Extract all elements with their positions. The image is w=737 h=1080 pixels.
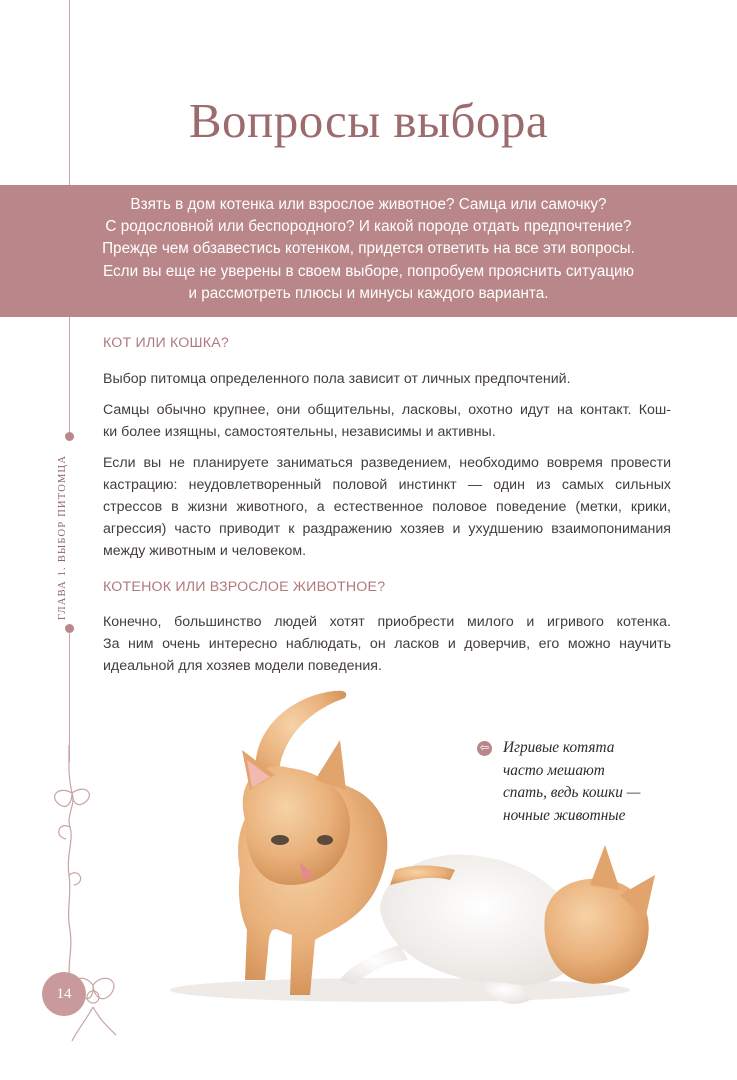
text-line: агрессия) часто приводит к раздражению хозяев и ухудшению взаимопонимания bbox=[103, 521, 671, 537]
intro-banner bbox=[0, 185, 737, 317]
section1-paragraph-3 bbox=[103, 452, 671, 562]
section2-heading: КОТЕНОК ИЛИ ВЗРОСЛОЕ ЖИВОТНОЕ? bbox=[103, 579, 386, 595]
text-line: Самцы обычно крупнее, они общительны, ласковы, охотно идут на контакт. Кош- bbox=[103, 402, 671, 418]
caption-line: часто мешают bbox=[503, 761, 605, 779]
section1-heading: КОТ ИЛИ КОШКА? bbox=[103, 335, 229, 351]
caption-arrow-icon: ⇦ bbox=[477, 741, 492, 756]
intro-line: Если вы еще не уверены в своем выборе, попробуем прояснить ситуацию bbox=[103, 262, 634, 280]
text-line: стрессов в жизни животного, а естественное половое поведение (метки, крики, bbox=[103, 499, 671, 515]
section1-paragraph-2 bbox=[103, 399, 671, 443]
intro-line: Взять в дом котенка или взрослое животное? Самца или самочку? bbox=[130, 196, 607, 213]
page-title: Вопросы выбора bbox=[188, 93, 549, 148]
text-line: кастрацию: неудовлетворенный половой инстинкт — один из самых сильных bbox=[103, 477, 671, 493]
section2-paragraph-1 bbox=[103, 611, 671, 677]
caption-line: ночные животные bbox=[503, 806, 626, 824]
kittens-photo bbox=[150, 680, 710, 1040]
text-line: Выбор питомца определенного пола зависит от личных предпочтений. bbox=[103, 371, 571, 387]
text-line: между животным и человеком. bbox=[103, 543, 307, 559]
ribbon-ornament bbox=[38, 745, 128, 1065]
intro-line: и рассмотреть плюсы и минусы каждого варианта. bbox=[188, 284, 549, 302]
caption-line: Игривые котята bbox=[503, 739, 615, 756]
text-line: За ним очень интересно наблюдать, он ласков и доверчив, его можно научить bbox=[103, 636, 671, 652]
text-line: Если вы не планируете заниматься разведением, необходимо вовремя провести bbox=[103, 455, 671, 471]
caption-line: спать, ведь кошки — bbox=[503, 784, 641, 801]
section1-paragraph-1 bbox=[103, 368, 671, 390]
chapter-side-label: ГЛАВА 1. ВЫБОР ПИТОМЦА bbox=[57, 454, 68, 620]
text-line: Конечно, большинство людей хотят приобрести милого и игривого котенка. bbox=[103, 614, 671, 630]
margin-rule-bottom bbox=[69, 632, 70, 762]
page-number: 14 bbox=[42, 972, 86, 1016]
text-line: ки более изящны, самостоятельны, независимы и активны. bbox=[103, 424, 496, 440]
intro-line: С родословной или беспородного? И какой породе отдать предпочтение? bbox=[105, 218, 632, 236]
intro-line: Прежде чем обзавестись котенком, придется ответить на все эти вопросы. bbox=[102, 240, 635, 258]
text-line: идеальной для хозяев модели поведения. bbox=[103, 658, 382, 674]
photo-caption bbox=[503, 737, 693, 827]
